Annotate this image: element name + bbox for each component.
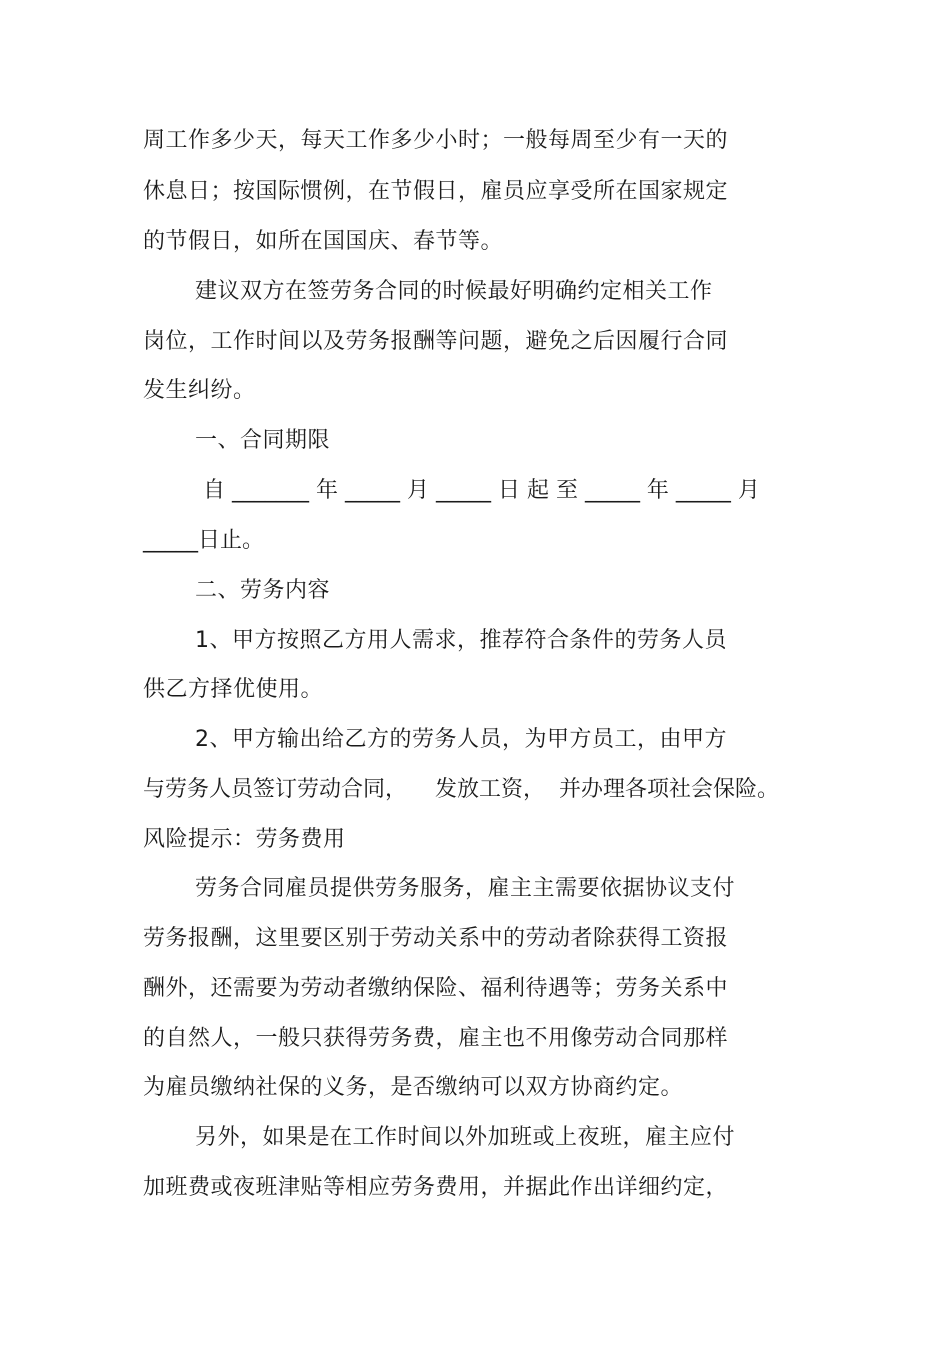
text-line: 1、甲方按照乙方用人需求，推荐符合条件的劳务人员 xyxy=(195,628,727,653)
text-line: 的节假日，如所在国国庆、春节等。 xyxy=(143,229,504,254)
text-line: _____日止。 xyxy=(143,528,265,553)
text-line: 风险提示：劳务费用 xyxy=(143,827,346,852)
text-line: 为雇员缴纳社保的义务，是否缴纳可以双方协商约定。 xyxy=(143,1075,684,1100)
text-line: 劳务合同雇员提供劳务服务，雇主主需要依据协议支付 xyxy=(195,876,736,901)
text-line: 建议双方在签劳务合同的时候最好明确约定相关工作 xyxy=(195,279,713,304)
text-line: 供乙方择优使用。 xyxy=(143,677,324,702)
section-heading: 一、合同期限 xyxy=(195,428,331,453)
text-line: 的自然人，一般只获得劳务费，雇主也不用像劳动合同那样 xyxy=(143,1026,729,1051)
text-line: 发生纠纷。 xyxy=(143,378,256,403)
section-heading: 二、劳务内容 xyxy=(195,578,331,603)
text-line: 自 _______ 年 _____ 月 _____ 日 起 至 _____ 年 _____ 月 xyxy=(203,478,760,503)
text-line: 2、甲方输出给乙方的劳务人员，为甲方员工，由甲方 xyxy=(195,727,727,752)
text-line: 另外，如果是在工作时间以外加班或上夜班，雇主应付 xyxy=(195,1125,736,1150)
text-line: 与劳务人员签订劳动合同， 发放工资， 并办理各项社会保险。 xyxy=(143,777,779,802)
text-line: 劳务报酬，这里要区别于劳动关系中的劳动者除获得工资报 xyxy=(143,926,729,951)
text-line: 加班费或夜班津贴等相应劳务费用，并据此作出详细约定， xyxy=(143,1175,729,1200)
text-line: 休息日；按国际惯例，在节假日，雇员应享受所在国家规定 xyxy=(143,179,729,204)
text-line: 酬外，还需要为劳动者缴纳保险、福利待遇等；劳务关系中 xyxy=(143,976,729,1001)
text-line: 岗位，工作时间以及劳务报酬等问题，避免之后因履行合同 xyxy=(143,329,729,354)
text-line: 周工作多少天，每天工作多少小时；一般每周至少有一天的 xyxy=(143,128,729,153)
